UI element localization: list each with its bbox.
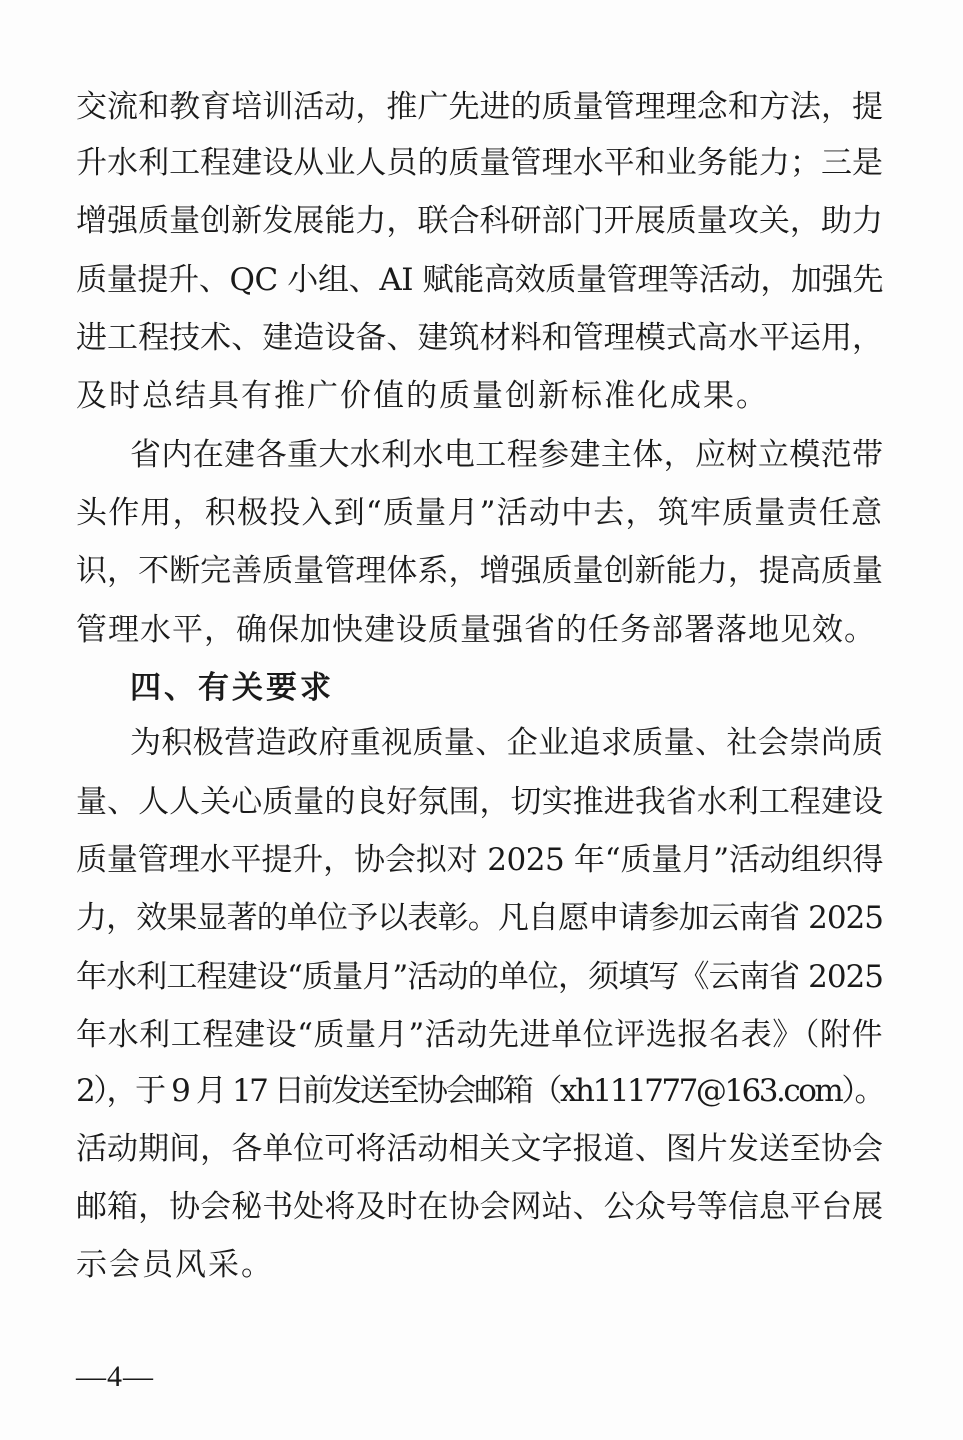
text-line: 为积极营造政府重视质量、企业追求质量、社会崇尚质 — [130, 725, 883, 761]
text-line: 管理水平，确保加快建设质量强省的任务部署落地见效。 — [76, 612, 876, 648]
text-line: 量、人人关心质量的良好氛围，切实推进我省水利工程建设 — [76, 784, 883, 820]
text-line: 质量提升、QC 小组、AI 赋能高效质量管理等活动，加强先 — [76, 262, 883, 298]
text-line: 活动期间，各单位可将活动相关文字报道、图片发送至协会 — [76, 1131, 883, 1167]
section-heading: 四、有关要求 — [130, 670, 334, 706]
page-number: —4— — [76, 1360, 154, 1393]
text-line: 邮箱，协会秘书处将及时在协会网站、公众号等信息平台展 — [76, 1189, 883, 1225]
text-line: 省内在建各重大水利水电工程参建主体，应树立模范带 — [130, 437, 883, 473]
text-line: 进工程技术、建造设备、建筑材料和管理模式高水平运用， — [76, 320, 883, 356]
text-line: 示会员风采。 — [76, 1247, 274, 1283]
text-line: 识，不断完善质量管理体系，增强质量创新能力，提高质量 — [76, 553, 883, 589]
text-line: 年水利工程建设“质量月”活动先进单位评选报名表》（附件 — [76, 1017, 883, 1053]
text-line: 2），于 9 月 17 日前发送至协会邮箱（xh111777@163.com）。 — [76, 1073, 883, 1109]
text-line: 升水利工程建设从业人员的质量管理水平和业务能力；三是 — [76, 145, 883, 181]
text-line: 头作用，积极投入到“质量月”活动中去，筑牢质量责任意 — [76, 495, 883, 531]
text-line: 交流和教育培训活动，推广先进的质量管理理念和方法，提 — [76, 89, 883, 125]
text-line: 及时总结具有推广价值的质量创新标准化成果。 — [76, 378, 769, 414]
text-line: 力，效果显著的单位予以表彰。凡自愿申请参加云南省 2025 — [76, 900, 883, 936]
text-line: 年水利工程建设“质量月”活动的单位，须填写《云南省 2025 — [76, 959, 883, 995]
text-line: 增强质量创新发展能力，联合科研部门开展质量攻关，助力 — [76, 203, 883, 239]
text-line: 质量管理水平提升，协会拟对 2025 年“质量月”活动组织得 — [76, 842, 883, 878]
